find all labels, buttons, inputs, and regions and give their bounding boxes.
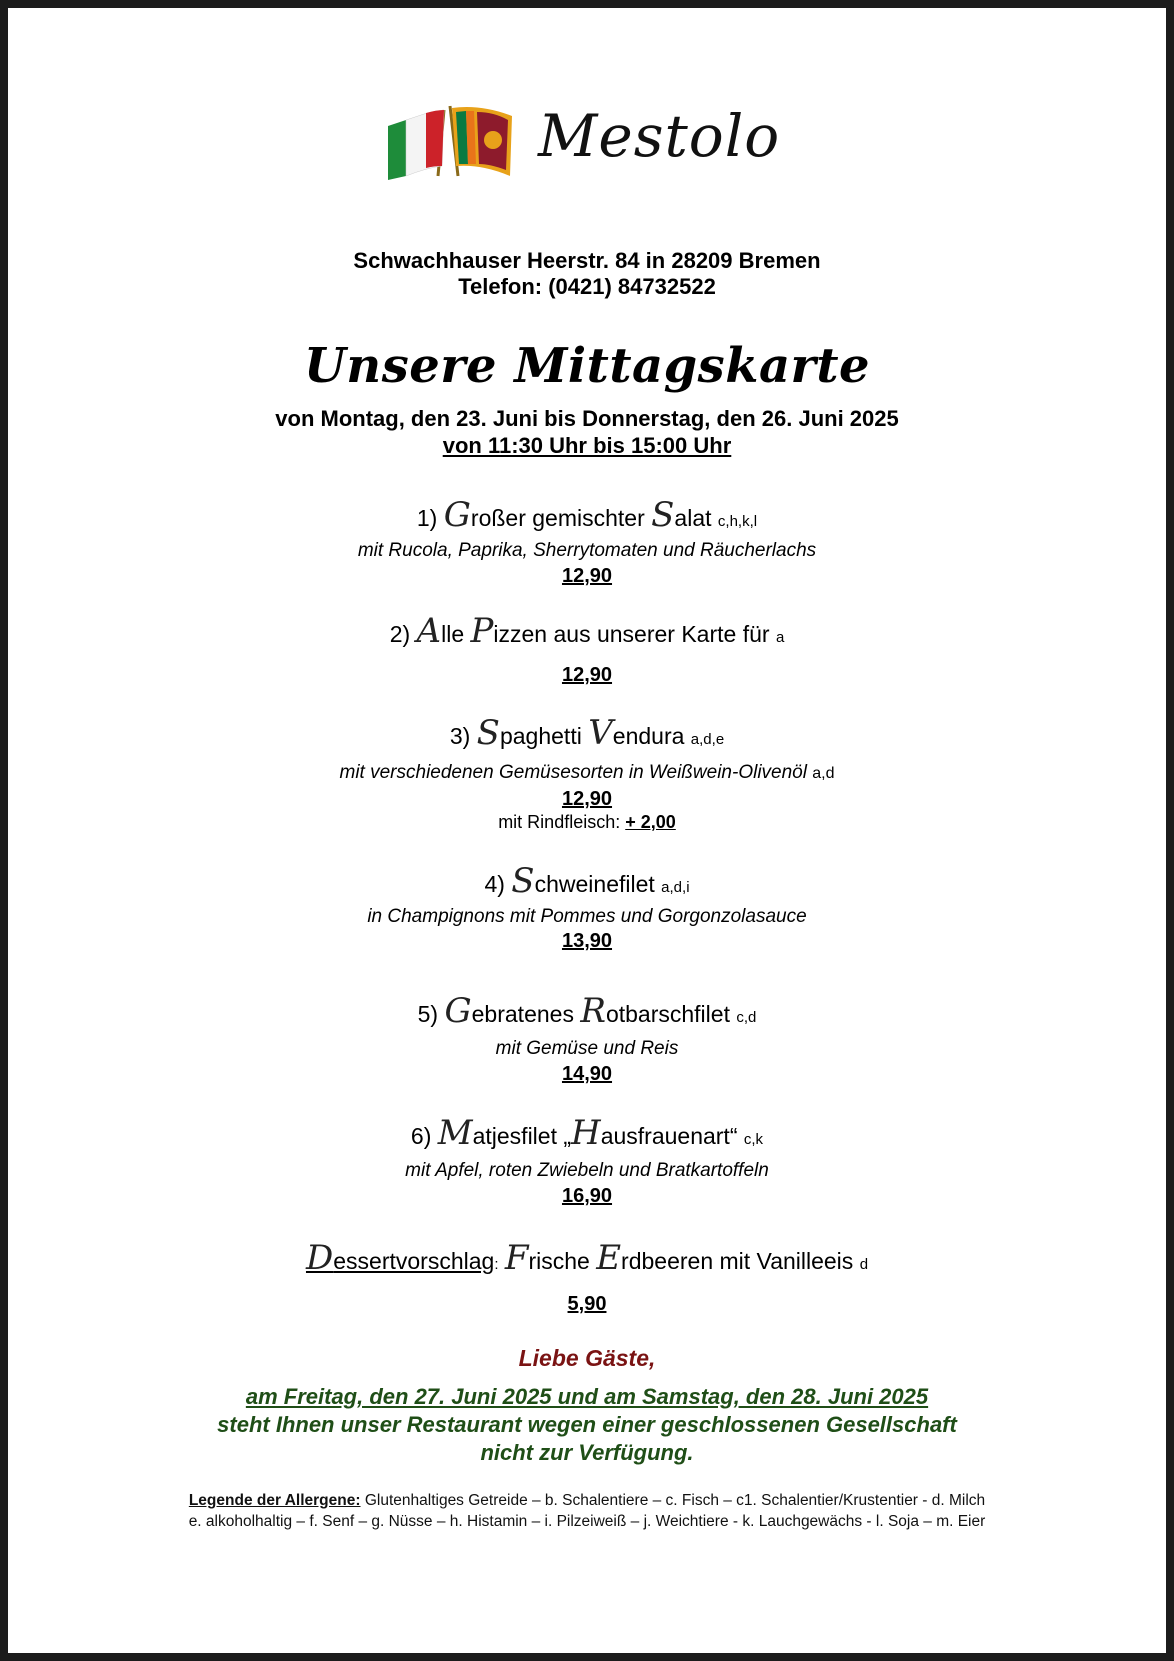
allergens: a,d,e [690, 731, 725, 748]
dish-3-title: 3) Spaghetti Vendura a,d,e [449, 713, 725, 753]
logo [8, 98, 1166, 188]
notice-heading: Liebe Gäste, [518, 1345, 656, 1371]
dish-5-desc: mit Gemüse und Reis [495, 1038, 679, 1059]
notice-dates: am Freitag, den 27. Juni 2025 und am Samstag, den 28. Juni 2025 [245, 1384, 929, 1409]
legend-line-2: e. alkoholhaltig – f. Senf – g. Nüsse – h. Histamin – i. Pilzeiweiß – j. Weichtiere - k. Lauchgewächs - l. Soja – m. Eier [188, 1513, 986, 1530]
address: Schwachhauser Heerstr. 84 in 28209 Bremen [353, 248, 821, 273]
dessert-price: 5,90 [567, 1293, 607, 1315]
phone: Telefon: (0421) 84732522 [458, 274, 716, 299]
dish-5-title: 5) Gebratenes Rotbarschfilet c,d [417, 991, 757, 1031]
dish-2-title: 2) Alle Pizzen aus unserer Karte für a [389, 611, 785, 651]
sri-lanka-flag-icon [450, 106, 512, 176]
legend-label: Legende der Allergene: [188, 1492, 361, 1509]
flags-icon [386, 102, 518, 182]
period-dates: von Montag, den 23. Juni bis Donnerstag, den 26. Juni 2025 [275, 406, 899, 431]
dessert-label: Dessertvorschlag [305, 1238, 495, 1278]
dish-3-price: 12,90 [561, 788, 613, 810]
allergens: c,k [743, 1131, 764, 1148]
dish-3-extra: mit Rindfleisch: + 2,00 [498, 812, 676, 832]
dish-1-price: 12,90 [561, 565, 613, 587]
dish-5-price: 14,90 [561, 1063, 613, 1085]
legend-line-1: Glutenhaltiges Getreide – b. Schalentiere – c. Fisch – c1. Schalentier/Krustentier - d. Milch [364, 1492, 986, 1509]
period-hours: von 11:30 Uhr bis 15:00 Uhr [442, 433, 732, 458]
dish-6-desc: mit Apfel, roten Zwiebeln und Bratkartoffeln [405, 1160, 769, 1181]
dish-6-price: 16,90 [561, 1185, 613, 1207]
allergens: c,h,k,l [717, 513, 758, 530]
menu-page [8, 8, 1166, 1653]
dish-2-price: 12,90 [561, 664, 613, 686]
dish-4-title: 4) Schweinefilet a,d,i [484, 861, 690, 901]
dish-6-title: 6) Matjesfilet „Hausfrauenart“ c,k [410, 1113, 764, 1153]
dish-3-desc: mit verschiedenen Gemüsesorten in Weißwein-Olivenöl a,d [339, 762, 835, 783]
allergens: a,d,i [661, 879, 690, 896]
page-title: Unsere Mittagskarte [303, 338, 871, 394]
brand-name: Mestolo [538, 102, 781, 170]
allergens: d [859, 1256, 869, 1273]
italy-flag-icon [388, 110, 444, 180]
allergen-legend [8, 1490, 1166, 1532]
allergens: c,d [736, 1009, 757, 1026]
dish-4-price: 13,90 [561, 930, 613, 952]
dish-1-title: 1) Großer gemischter Salat c,h,k,l [416, 495, 758, 535]
notice-line-3: nicht zur Verfügung. [480, 1440, 694, 1465]
dessert-title: Dessertvorschlag: Frische Erdbeeren mit Vanilleeis d [305, 1238, 869, 1278]
dish-4-desc: in Champignons mit Pommes und Gorgonzolasauce [367, 906, 807, 927]
dish-1-desc: mit Rucola, Paprika, Sherrytomaten und Räucherlachs [357, 540, 817, 561]
allergens: a [775, 629, 785, 646]
notice-line-2: steht Ihnen unser Restaurant wegen einer geschlossenen Gesellschaft [217, 1412, 957, 1437]
